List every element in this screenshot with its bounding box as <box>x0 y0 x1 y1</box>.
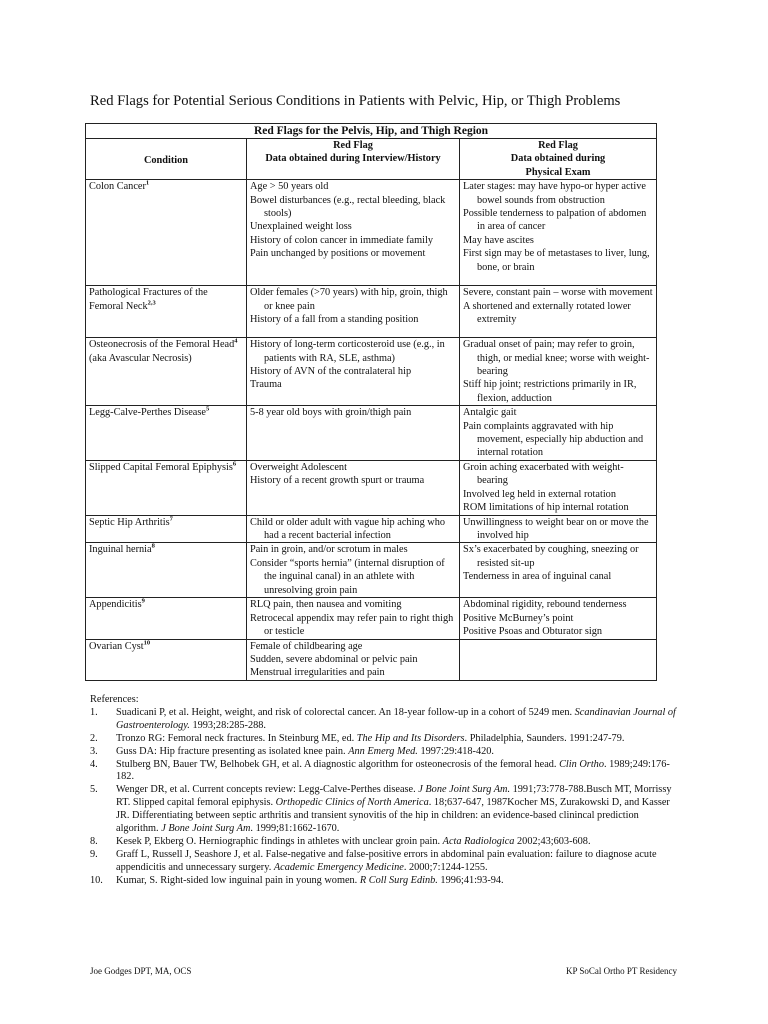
condition-cell <box>86 180 247 286</box>
table-row <box>86 639 657 680</box>
interview-item: History of long-term corticosteroid use (e.g., in patients with RA, SLE, asthma) <box>250 339 445 364</box>
reference-fragment: 1991;73:778-788.Busch MT, Morrissy RT. Slipped capital femoral epiphysis. <box>116 784 672 809</box>
reference-number: 8. <box>90 835 98 847</box>
reference-fragment: Kumar, S. Right-sided low inguinal pain in young women. <box>116 874 360 886</box>
interview-item: RLQ pain, then nausea and vomiting <box>250 599 402 611</box>
reference-marker: 2,3 <box>147 299 156 307</box>
header-condition <box>86 139 247 180</box>
reference-number: 9. <box>90 848 98 860</box>
condition-cell <box>86 338 247 406</box>
reference-marker: 4 <box>234 337 238 345</box>
header-interview-line-2: Data obtained during Interview/History <box>265 153 441 165</box>
exam-item: Possible tenderness to palpation of abdomen in area of cancer <box>463 208 647 233</box>
header-exam-line-1: Red Flag <box>538 140 578 151</box>
interview-cell <box>247 543 460 598</box>
exam-item: Antalgic gait <box>463 407 517 419</box>
condition-cell <box>86 598 247 639</box>
exam-cell <box>460 639 657 680</box>
interview-cell <box>247 180 460 286</box>
exam-cell <box>460 460 657 515</box>
reference-source: Ann Emerg Med. <box>348 745 418 757</box>
reference-fragment: . 1989;249:176-182. <box>116 758 670 783</box>
page-title: Red Flags for Potential Serious Conditions in Patients with Pelvic, Hip, or Thigh Problems <box>90 93 621 109</box>
header-exam <box>460 139 657 180</box>
table-row <box>86 460 657 515</box>
interview-item: History of colon cancer in immediate family <box>250 234 433 246</box>
interview-item: Pain unchanged by positions or movement <box>250 248 426 260</box>
reference-item <box>90 836 680 849</box>
interview-cell <box>247 338 460 406</box>
interview-item: Consider “sports hernia” (internal disruption of the inguinal canal) in an athlete with unresolving groin pain <box>250 557 445 596</box>
exam-item: First sign may be of metastases to liver, lung, bone, or brain <box>463 248 650 273</box>
table-row <box>86 338 657 406</box>
exam-cell <box>460 338 657 406</box>
reference-fragment: 1993;28:285-288. <box>189 719 266 731</box>
interview-item: Unexplained weight loss <box>250 221 352 233</box>
reference-fragment: Kesek P, Ekberg O. Herniographic findings in athletes with unclear groin pain. <box>116 835 443 847</box>
reference-source: J Bone Joint Surg Am. <box>418 784 511 796</box>
condition-cell <box>86 515 247 543</box>
condition-name: Pathological Fractures of the Femoral Neck$^{2,3}$ <box>89 287 208 312</box>
exam-cell <box>460 180 657 286</box>
condition-cell <box>86 639 247 680</box>
interview-cell <box>247 515 460 543</box>
header-exam-line-2: Data obtained during <box>510 153 606 165</box>
exam-item: Involved leg held in external rotation <box>463 488 616 500</box>
exam-item: Gradual onset of pain; may refer to groin, thigh, or medial knee; worse with weight-bearing <box>463 339 650 378</box>
exam-item: Unwillingness to weight bear on or move the involved hip <box>463 516 649 541</box>
exam-cell <box>460 406 657 461</box>
reference-text <box>116 875 680 888</box>
reference-text <box>116 746 680 759</box>
exam-cell <box>460 286 657 338</box>
condition-cell <box>86 543 247 598</box>
exam-item: Tenderness in area of inguinal canal <box>463 571 612 583</box>
interview-item: Child or older adult with vague hip aching who had a recent bacterial infection <box>250 516 446 541</box>
reference-fragment: 2002;43;603-608. <box>514 835 591 847</box>
exam-item: ROM limitations of hip internal rotation <box>463 502 629 514</box>
interview-item: Overweight Adolescent <box>250 461 347 473</box>
reference-text <box>116 759 680 785</box>
condition-name: Inguinal hernia$^8$ <box>89 542 155 556</box>
interview-item: 5-8 year old boys with groin/thigh pain <box>250 407 412 419</box>
table-row <box>86 286 657 338</box>
exam-item: A shortened and externally rotated lower extremity <box>463 300 631 326</box>
interview-cell <box>247 460 460 515</box>
reference-item <box>90 733 680 746</box>
reference-item <box>90 746 680 759</box>
condition-name: Appendicitis$^9$ <box>89 597 145 611</box>
reference-number: 2. <box>90 732 98 744</box>
interview-cell <box>247 598 460 639</box>
table-caption: Red Flags for the Pelvis, Hip, and Thigh Region <box>86 124 657 139</box>
reference-number: 10. <box>90 874 103 886</box>
table-row <box>86 515 657 543</box>
exam-cell <box>460 543 657 598</box>
interview-item: Menstrual irregularities and pain <box>250 667 385 679</box>
condition-name: Legg-Calve-Perthes Disease$^5$ <box>89 405 210 419</box>
reference-marker: 9 <box>141 597 145 605</box>
reference-marker: 1 <box>145 179 150 187</box>
reference-source: Orthopedic Clinics of North America <box>275 797 429 809</box>
condition-name: Osteonecrosis of the Femoral Head$^4$ <box>89 337 238 351</box>
exam-item: Positive Psoas and Obturator sign <box>463 626 603 638</box>
references-section <box>90 694 680 888</box>
reference-text <box>116 707 680 733</box>
reference-fragment: Tronzo RG: Femoral neck fractures. In Steinburg ME, ed. <box>116 732 357 744</box>
reference-source: R Coll Surg Edinb. <box>359 874 438 886</box>
condition-name: Slipped Capital Femoral Epiphysis$^6$ <box>89 460 237 473</box>
table-row <box>86 543 657 598</box>
interview-cell <box>247 639 460 680</box>
interview-item: History of a fall from a standing position <box>250 314 419 326</box>
interview-item: Pain in groin, and/or scrotum in males <box>250 544 408 556</box>
reference-fragment: Wenger DR, et al. Current concepts review: Legg-Calve-Perthes disease. <box>116 784 419 796</box>
interview-cell <box>247 286 460 338</box>
condition-name: Ovarian Cyst$^{10}$ <box>89 639 151 652</box>
interview-item: Bowel disturbances (e.g., rectal bleeding, black stools) <box>250 194 446 220</box>
reference-fragment: . 2000;7:1244-1255. <box>403 861 488 873</box>
header-interview-line-1: Red Flag <box>333 140 373 151</box>
reference-marker: 8 <box>151 542 155 550</box>
footer-program: KP SoCal Ortho PT Residency <box>565 966 677 976</box>
reference-marker: 5 <box>205 405 210 413</box>
exam-item: Severe, constant pain – worse with movement <box>463 287 653 299</box>
header-exam-line-3: Physical Exam <box>525 166 591 178</box>
table-row <box>86 598 657 639</box>
condition-name: Septic Hip Arthritis$^7$ <box>89 515 173 528</box>
reference-source: Acta Radiologica <box>442 835 515 847</box>
reference-source: The Hip and Its Disorders <box>356 732 465 744</box>
reference-source: Scandinavian Journal of Gastroenterology. <box>116 706 676 731</box>
exam-item: Positive McBurney’s point <box>463 612 574 624</box>
reference-fragment: Guss DA: Hip fracture presenting as isolated knee pain. <box>116 745 349 757</box>
exam-item: Stiff hip joint; restrictions primarily in IR, flexion, adduction <box>463 379 637 404</box>
condition-name: (aka Avascular Necrosis) <box>89 352 192 364</box>
reference-fragment: Suadicani P, et al. Height, weight, and risk of colorectal cancer. An 18-year follow-up in a cohort of 5249 men. <box>116 706 575 718</box>
interview-item: Sudden, severe abdominal or pelvic pain <box>250 653 418 665</box>
interview-item: History of a recent growth spurt or trauma <box>250 475 425 487</box>
header-interview <box>247 139 460 180</box>
reference-item <box>90 784 680 836</box>
reference-text <box>116 733 680 746</box>
table-body <box>86 180 657 681</box>
reference-source: Clin Ortho <box>559 758 604 770</box>
interview-item: Age > 50 years old <box>250 181 329 193</box>
reference-fragment: . 1999;81:1662-1670. <box>250 823 340 835</box>
reference-item <box>90 707 680 733</box>
reference-fragment: 1996;41:93-94. <box>437 874 504 886</box>
condition-cell <box>86 460 247 515</box>
exam-item: May have ascites <box>463 234 534 246</box>
reference-source: J Bone Joint Surg Am <box>161 823 251 835</box>
interview-item: History of AVN of the contralateral hip <box>250 366 412 378</box>
condition-cell <box>86 286 247 338</box>
reference-fragment: Stulberg BN, Bauer TW, Belhobek GH, et al. A diagnostic algorithm for osteonecrosis of the femoral head. <box>116 758 560 770</box>
reference-number: 5. <box>90 784 98 796</box>
condition-cell <box>86 406 247 461</box>
reference-fragment: 1997:29:418-420. <box>417 745 494 757</box>
interview-item: Trauma <box>250 379 282 391</box>
interview-item: Older females (>70 years) with hip, groin, thigh or knee pain <box>250 287 448 312</box>
reference-item <box>90 849 680 875</box>
reference-source: Academic Emergency Medicine <box>273 861 404 873</box>
reference-text <box>116 784 680 836</box>
exam-item: Later stages: may have hypo-or hyper active bowel sounds from obstruction <box>463 181 646 206</box>
reference-fragment: Graff L, Russell J, Seashore J, et al. False-negative and false-positive errors in abdominal pain evaluation: failure to diagnose acute appendicitis and unnecessary surgery. <box>116 848 657 873</box>
exam-item: Sx’s exacerbated by coughing, sneezing or resisted sit-up <box>463 544 639 569</box>
condition-name: Colon Cancer$^1$ <box>89 179 150 193</box>
interview-cell <box>247 406 460 461</box>
table-row <box>86 406 657 461</box>
references-list <box>90 707 680 888</box>
reference-marker: 10 <box>143 639 151 647</box>
reference-text <box>116 836 680 849</box>
header-condition-label: Condition <box>143 154 189 166</box>
reference-item <box>90 875 680 888</box>
reference-fragment: . Philadelphia, Saunders. 1991:247-79. <box>464 732 625 744</box>
reference-marker: 7 <box>169 515 173 523</box>
interview-item: Retrocecal appendix may refer pain to right thigh or testicle <box>250 612 454 638</box>
exam-item: Abdominal rigidity, rebound tenderness <box>463 599 627 611</box>
exam-item: Groin aching exacerbated with weight-bearing <box>463 461 624 487</box>
reference-marker: 6 <box>232 460 237 468</box>
footer-author: Joe Godges DPT, MA, OCS <box>90 966 192 976</box>
reference-item <box>90 759 680 785</box>
reference-fragment: . 18;637-647, 1987Kocher MS, Zurakowski D, and Kasser JR. Differentiating between septic arthritis and transient synovitis of the hip in children: an evidence-based clinincal prediction algorithm. <box>116 797 670 835</box>
reference-number: 3. <box>90 745 98 757</box>
references-title: References: <box>90 694 139 705</box>
reference-number: 1. <box>90 706 98 718</box>
exam-cell <box>460 598 657 639</box>
table-row <box>86 180 657 286</box>
red-flags-table <box>85 123 657 681</box>
reference-number: 4. <box>90 758 98 770</box>
exam-cell <box>460 515 657 543</box>
exam-item: Pain complaints aggravated with hip movement, especially hip abduction and internal rotation <box>463 420 644 459</box>
reference-text <box>116 849 680 875</box>
interview-item: Female of childbearing age <box>250 640 363 652</box>
